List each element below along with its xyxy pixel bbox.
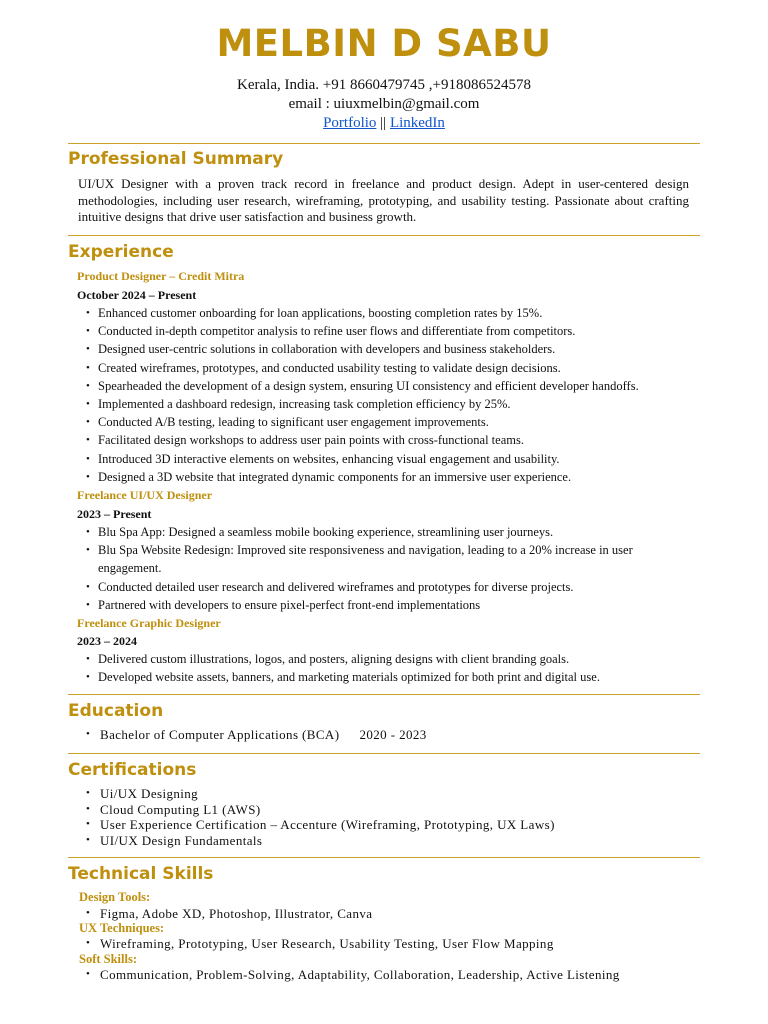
section-heading-skills: Technical Skills <box>68 864 214 884</box>
skill-list <box>84 936 694 952</box>
degree-years: 2020 - 2023 <box>359 727 427 742</box>
skill-category-label: Soft Skills: <box>79 952 138 966</box>
education-list <box>84 727 694 743</box>
skill-category-label: Design Tools: <box>79 890 151 904</box>
list-item: • Blu Spa App: Designed a seamless mobile booking experience, streamlining user journeys. <box>84 523 694 541</box>
job-dates: 2023 – Present <box>77 507 152 521</box>
skill-list <box>84 967 694 983</box>
list-item: • Wireframing, Prototyping, User Research, Usability Testing, User Flow Mapping <box>84 936 694 952</box>
list-item: • Blu Spa Website Redesign: Improved site responsiveness and navigation, leading to a 20% increase in user engagement. <box>84 541 694 577</box>
divider <box>68 143 700 144</box>
list-item: • Partnered with developers to ensure pixel-perfect front-end implementations <box>84 596 694 614</box>
list-item: • Designed a 3D website that integrated dynamic components for an immersive user experience. <box>84 468 694 486</box>
list-item: • Cloud Computing L1 (AWS) <box>84 802 694 818</box>
summary-text: UI/UX Designer with a proven track record in freelance and product design. Adept in user-centered design methodologies, including user research, wireframing, prototyping, and usability testing. Passionate about crafting intuitive designs that drive user satisfaction and business growth. <box>78 176 689 224</box>
list-item: • Spearheaded the development of a design system, ensuring UI consistency and efficient developer handoffs. <box>84 377 694 395</box>
section-heading-certifications: Certifications <box>68 760 197 780</box>
job-dates: October 2024 – Present <box>77 288 197 302</box>
degree: Bachelor of Computer Applications (BCA) <box>100 727 340 742</box>
portfolio-link[interactable]: Portfolio <box>323 115 377 131</box>
list-item: • Introduced 3D interactive elements on websites, enhancing visual engagement and usability. <box>84 450 694 468</box>
list-item: • Communication, Problem-Solving, Adaptability, Collaboration, Leadership, Active Listening <box>84 967 694 983</box>
divider <box>68 753 700 754</box>
contact-email: email : uiuxmelbin@gmail.com <box>288 96 480 112</box>
list-item: • Conducted in-depth competitor analysis to refine user flows and differentiate from competitors. <box>84 322 694 340</box>
divider <box>68 857 700 858</box>
job-bullets <box>84 304 694 486</box>
section-heading-education: Education <box>68 701 164 721</box>
job-title: Freelance Graphic Designer <box>77 616 221 630</box>
skill-category-label: UX Techniques: <box>79 921 165 935</box>
section-heading-experience: Experience <box>68 242 174 262</box>
list-item: • Developed website assets, banners, and marketing materials optimized for both print and digital use. <box>84 668 694 686</box>
list-item: • Facilitated design workshops to address user pain points with cross-functional teams. <box>84 431 694 449</box>
list-item <box>84 727 694 743</box>
list-item: • User Experience Certification – Accenture (Wireframing, Prototyping, UX Laws) <box>84 817 694 833</box>
list-item: • Ui/UX Designing <box>84 786 694 802</box>
linkedin-link[interactable]: LinkedIn <box>389 115 445 131</box>
list-item: • Conducted detailed user research and delivered wireframes and prototypes for diverse projects. <box>84 578 694 596</box>
list-item: • UI/UX Design Fundamentals <box>84 833 694 849</box>
list-item: • Designed user-centric solutions in collaboration with developers and business stakeholders. <box>84 340 694 358</box>
contact-location-phone: Kerala, India. +91 8660479745 ,+918086524578 <box>237 77 531 93</box>
skill-list <box>84 906 694 922</box>
list-item: • Implemented a dashboard redesign, increasing task completion efficiency by 25%. <box>84 395 694 413</box>
job-title: Product Designer – Credit Mitra <box>77 269 245 283</box>
divider <box>68 235 700 236</box>
job-bullets <box>84 523 694 614</box>
job-title: Freelance UI/UX Designer <box>77 488 213 502</box>
list-item: • Delivered custom illustrations, logos, and posters, aligning designs with client branding goals. <box>84 650 694 668</box>
divider <box>68 694 700 695</box>
list-item: • Enhanced customer onboarding for loan applications, boosting completion rates by 15%. <box>84 304 694 322</box>
link-separator: || <box>380 115 387 131</box>
list-item: • Figma, Adobe XD, Photoshop, Illustrator, Canva <box>84 906 694 922</box>
list-item: • Conducted A/B testing, leading to significant user engagement improvements. <box>84 413 694 431</box>
job-bullets <box>84 650 694 686</box>
contact-links <box>0 115 768 132</box>
list-item: • Created wireframes, prototypes, and conducted usability testing to validate design decisions. <box>84 359 694 377</box>
job-dates: 2023 – 2024 <box>77 634 137 648</box>
candidate-name: MELBIN D SABU <box>216 22 552 65</box>
certifications-list <box>84 786 694 848</box>
section-heading-summary: Professional Summary <box>68 149 284 169</box>
